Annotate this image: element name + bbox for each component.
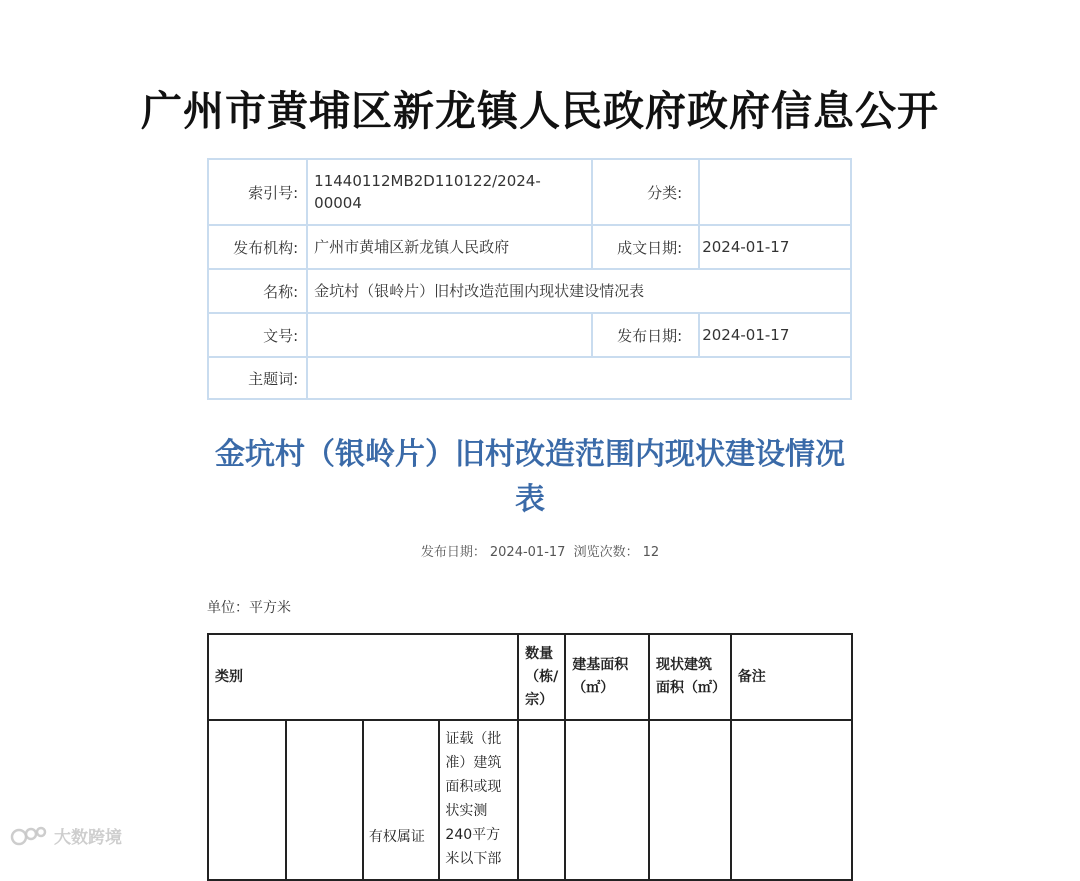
cell-c4: 证载（批准）建筑面积或现状实测240平方米以下部 — [439, 720, 518, 880]
name-value: 金坑村（银岭片）旧村改造范围内现状建设情况表 — [307, 269, 851, 313]
header-base-area: 建基面积（㎡） — [565, 634, 649, 720]
cell-c1 — [208, 720, 286, 880]
created-date-value: 2024-01-17 — [699, 225, 851, 269]
meta-row-name — [208, 269, 851, 313]
header-category: 类别 — [208, 634, 518, 720]
name-label: 名称: — [208, 269, 307, 313]
table-header-row — [208, 634, 852, 720]
cell-c2 — [286, 720, 362, 880]
page-title: 广州市黄埔区新龙镇人民政府政府信息公开 — [141, 87, 939, 135]
watermark — [10, 823, 122, 848]
subject-label: 主题词: — [208, 357, 307, 399]
unit-note: 单位：平方米 — [207, 600, 291, 616]
docno-label: 文号: — [208, 313, 307, 357]
issuer-label: 发布机构: — [208, 225, 307, 269]
index-value: 11440112MB2D110122/2024-00004 — [307, 159, 592, 225]
pub-date: 2024-01-17 — [489, 545, 566, 560]
subject-value — [307, 357, 851, 399]
index-label: 索引号: — [208, 159, 307, 225]
category-label: 分类: — [592, 159, 699, 225]
cell-c3: 有权属证 — [363, 720, 440, 880]
construction-table — [207, 633, 853, 881]
views-label: 浏览次数： — [573, 545, 639, 560]
header-notes: 备注 — [731, 634, 852, 720]
header-building-area: 现状建筑面积（㎡） — [649, 634, 731, 720]
watermark-text: 大数跨境 — [54, 828, 122, 848]
issuer-value: 广州市黄埔区新龙镇人民政府 — [307, 225, 592, 269]
created-date-label: 成文日期: — [592, 225, 699, 269]
meta-row-subject — [208, 357, 851, 399]
cell-building-area — [649, 720, 731, 880]
docno-value — [307, 313, 592, 357]
header-count: 数量（栋/宗） — [518, 634, 565, 720]
meta-row-issuer — [208, 225, 851, 269]
views-count: 12 — [642, 545, 660, 560]
publish-info — [0, 541, 1080, 560]
cell-count — [518, 720, 565, 880]
meta-row-docno — [208, 313, 851, 357]
published-date-value: 2024-01-17 — [699, 313, 851, 357]
published-date-label: 发布日期: — [592, 313, 699, 357]
cell-notes — [731, 720, 852, 880]
document-title: 金坑村（银岭片）旧村改造范围内现状建设情况表 — [215, 437, 845, 517]
category-value — [699, 159, 851, 225]
cell-base-area — [565, 720, 649, 880]
metadata-table — [207, 158, 852, 400]
pub-date-label: 发布日期： — [420, 545, 486, 560]
table-row — [208, 720, 852, 880]
watermark-logo-icon — [10, 825, 50, 847]
meta-row-index — [208, 159, 851, 225]
